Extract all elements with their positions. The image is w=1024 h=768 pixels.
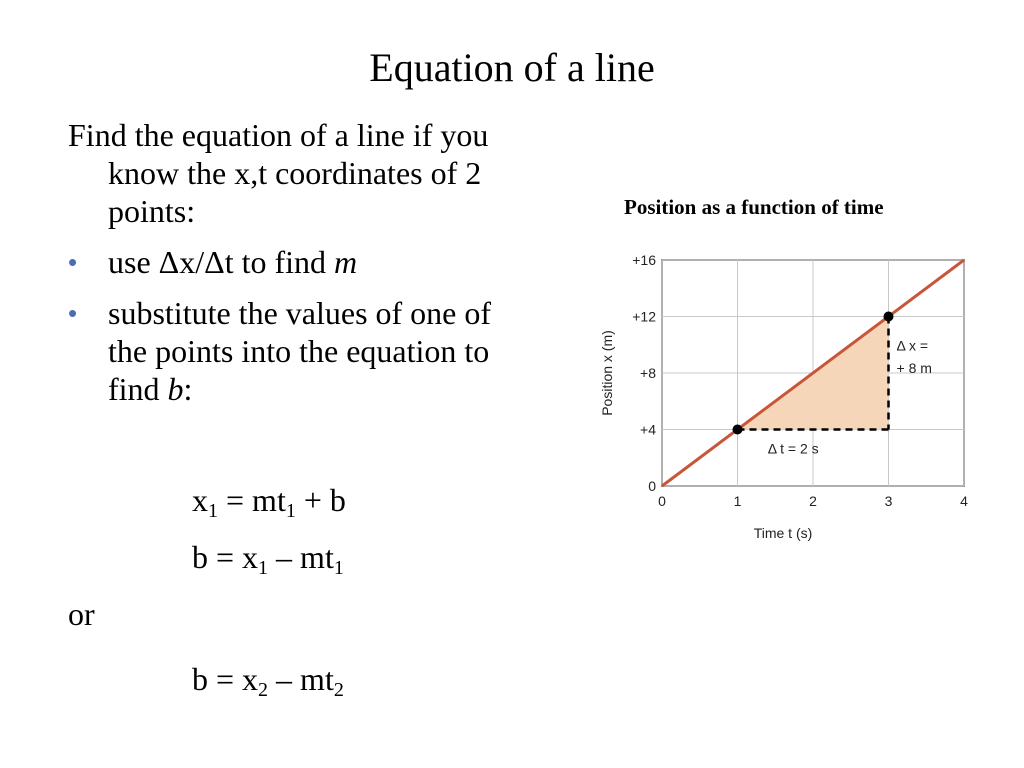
x-tick-label: 4 [960,493,968,509]
bullet-icon: • [68,247,78,277]
data-point [733,425,743,435]
y-tick-label: 0 [648,478,656,494]
y-tick-label: +8 [640,365,656,381]
bullet-item-2: • substitute the values of one of the points into the equation to find b: [68,295,492,407]
position-time-chart [590,240,980,560]
x-tick-label: 1 [733,493,742,509]
equation-3: $b = x_2 - mt_2$ [192,661,344,701]
x-axis-label: Time t (s) [753,525,813,541]
delta-x-label: Δ x = [896,337,929,354]
y-tick-label: +12 [632,308,656,325]
y-tick-label: +16 [632,252,656,268]
delta-x-value-label: + 8 m [896,360,932,376]
intro-text: Find the equation of a line if you know the x,t coordinates of 2 points: [68,117,489,229]
slide-title: Equation of a line [369,45,655,90]
equation-2: $b = x_1 - mt_1$ [192,539,344,579]
bullet-item-1: • use Δx/Δt to find m [68,244,358,280]
bullet-icon: • [68,298,78,328]
chart-title: Position as a function of time [624,195,884,219]
y-tick-label: +4 [640,421,656,438]
delta-t-label: Δ t = 2 s [767,440,819,457]
y-axis-label: Position x (m) [599,330,615,416]
or-text: or [68,596,95,632]
x-tick-label: 0 [658,493,666,509]
x-tick-label: 3 [884,493,893,509]
x-tick-label: 2 [809,493,817,509]
equation-1: $x_1 = mt_1 + b$ [192,482,346,522]
body-text [68,116,538,408]
data-point [884,312,894,322]
